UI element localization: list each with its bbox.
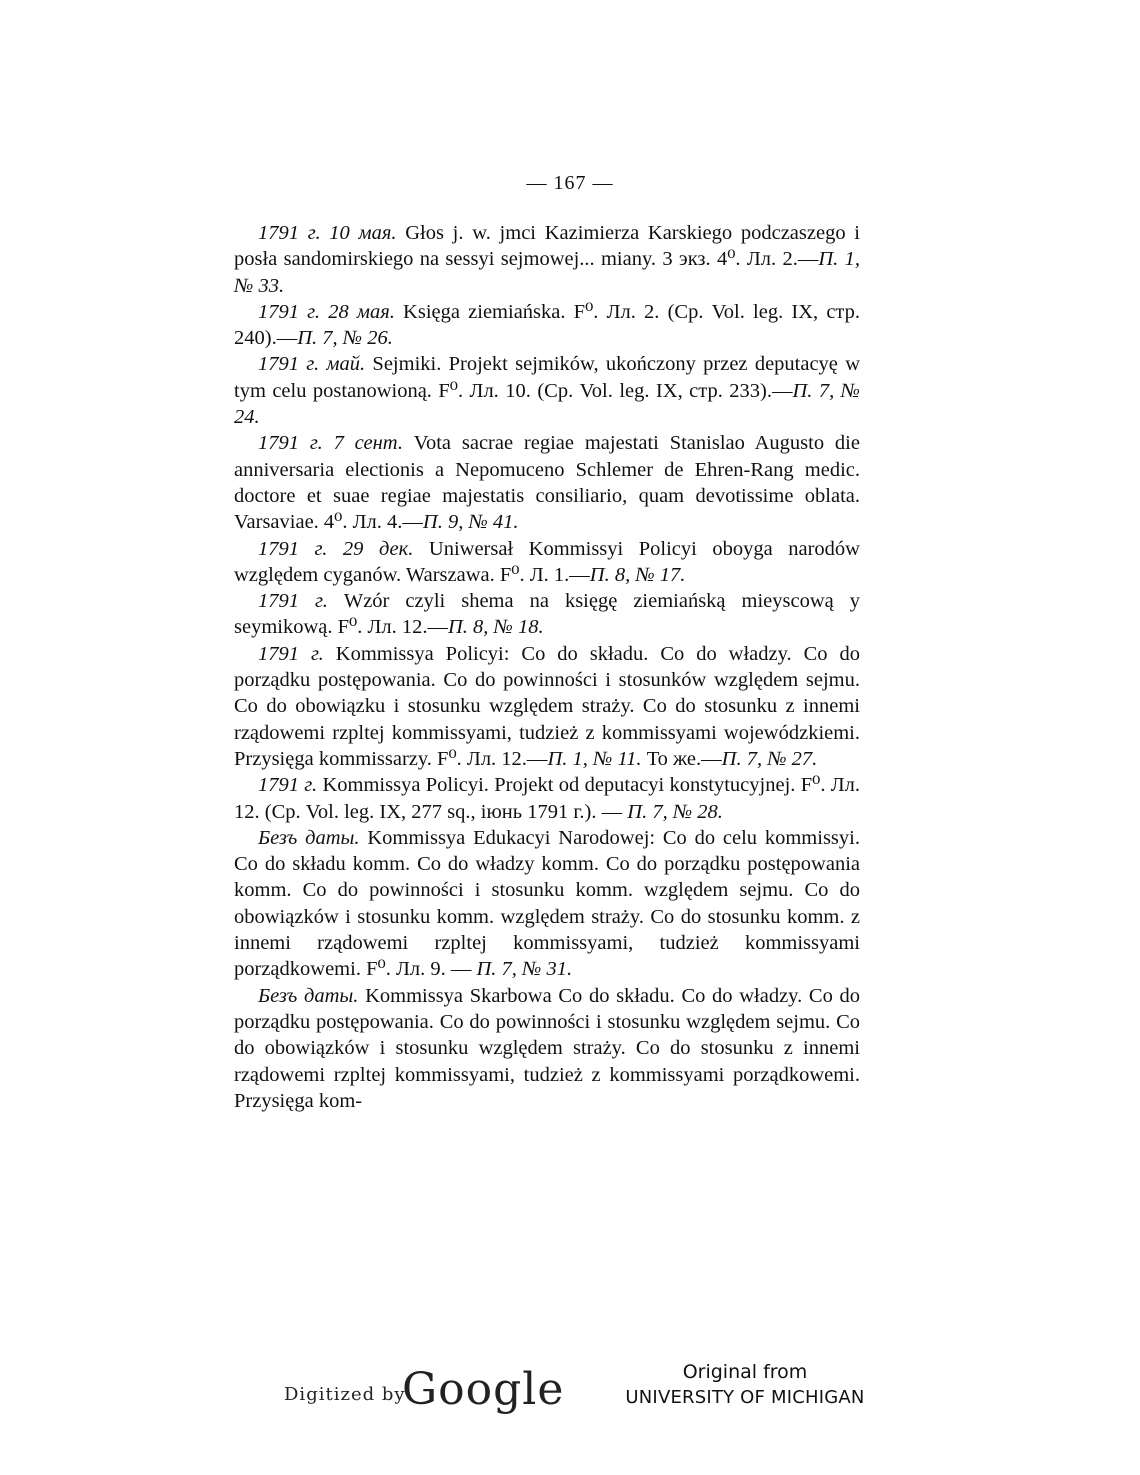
university-label: UNIVERSITY OF MICHIGAN: [625, 1387, 865, 1408]
entry-body: Uniwersał Kommissyi Policyi oboyga narodów względem cyganów. Warszawa. F⁰. Л. 1.—: [234, 537, 860, 586]
entry-date: 1791 г.: [258, 642, 324, 665]
entry-body: Głos j. w. jmci Kazimierza Karskiego podczaszego i posła sandomirskiego na sessyi sejmowej... miany. 3 экз. 4⁰. Лл. 2.—: [234, 222, 861, 271]
entry-body: Sejmiki. Projekt sejmików, ukończony przez deputacyę w tym celu postanowioną. F⁰. Лл. 10. (Ср. Vol. leg. IX, стр. 233).—: [234, 353, 860, 402]
entry-body: Kommissya Policyi. Projekt od deputacyi konstytucyjnej. F⁰. Лл. 12. (Ср. Vol. leg. IX, 277 sq., іюнь 1791 г.). —: [234, 774, 861, 823]
entry-5: [234, 536, 860, 589]
entry-4: [234, 430, 860, 535]
entry-date: 1791 г. 10 мая.: [258, 222, 397, 244]
google-logo: Google: [402, 1364, 565, 1415]
entry-body: Księga ziemiańska. F⁰. Лл. 2. (Ср. Vol. leg. IX, стр. 240).—: [234, 300, 860, 350]
entry-date: 1791 г. 29 дек.: [258, 537, 414, 560]
entry-ref: П. 7, № 28.: [627, 800, 723, 823]
entry-date: 1791 г. 28 мая.: [258, 300, 395, 323]
entry-3: [234, 351, 860, 430]
entry-2: [234, 299, 860, 352]
entry-body: Vota sacrae regiae majestati Stanislao Augusto die anniversaria electionis a Nepomuceno Schlemer de Ehren-Rang medic. doctore et suae regiae majestatis consiliario, quam devotissime oblata. Varsaviae. 4⁰. Лл. 4.—: [234, 432, 860, 534]
entry-7: [234, 641, 860, 772]
entry-ref: П. 8, № 18.: [448, 616, 544, 639]
entry-ref: П. 7, № 24.: [234, 379, 860, 429]
entry-date: 1791 г. май.: [258, 353, 366, 376]
entry-9: [234, 825, 860, 983]
entry-body: Kommissya Policyi: Co do składu. Co do władzy. Co do porządku postępowania. Co do powinności i stosunków względem sejmu. Co do obowiązku i stosunku względem straży. Co do stosunku z innemi rządowemi rzpltej kommissyami, tudzież z kommissyami wojewódzkiemi. Przysięga kommissarzy. F⁰. Лл. 12.—: [234, 642, 860, 770]
digitized-label: Digitized by: [284, 1384, 406, 1405]
bibliography-text: [234, 220, 860, 1114]
entry-date: 1791 г. 7 сент.: [258, 432, 403, 455]
entry-ref: П. 1, № 11.: [547, 747, 642, 770]
entry-body: Wzór czyli shema na księgę ziemiańską mieyscową y seymikową. F⁰. Лл. 12.—: [234, 590, 860, 639]
entry-8: [234, 772, 860, 825]
entry-ref: П. 8, № 17.: [589, 563, 686, 586]
entry-10: [234, 983, 860, 1114]
entry-date: Безъ даты.: [258, 826, 360, 849]
digitized-by-watermark: [284, 1355, 564, 1415]
original-from-label: Original from: [682, 1361, 808, 1383]
entry-6: [234, 588, 860, 641]
entry-1: [234, 220, 860, 299]
entry-ref: П. 7, № 31.: [476, 958, 573, 981]
entry-body-2: То же.—: [641, 747, 722, 770]
entry-body: Kommissya Edukacyi Narodowej: Co do celu kommissyi. Co do składu komm. Co do władzy komm. Co do porządku postępowania komm. Co do powinności i stosunku komm. względem sejmu. Co do obowiązków i stosunku komm. względem straży. Co do stosunku komm. z innemi rządowemi rzpltej kommissyami, tudzież kommissyami porządkowemi. F⁰. Лл. 9. —: [234, 826, 860, 981]
entry-body: Kommissya Skarbowa Co do składu. Co do władzy. Co do porządku postępowania. Co do powinności i stosunku względem sejmu. Co do obowiązków i stosunku względem straży. Co do stosunku z innemi rządowemi rzpltej kommissyami, tudzież z kommissyami porządkowemi. Przysięga kom-: [234, 984, 860, 1112]
entry-ref-2: П. 7, № 27.: [721, 747, 818, 770]
entry-date: 1791 г.: [258, 590, 328, 613]
entry-date: 1791 г.: [258, 774, 318, 797]
entry-ref: П. 9, № 41.: [422, 511, 519, 534]
original-from-watermark: [620, 1360, 870, 1410]
entry-ref: П. 7, № 26.: [297, 327, 393, 350]
page-number: — 167 —: [526, 172, 614, 194]
entry-ref: П. 1, № 33.: [234, 248, 860, 297]
entry-date: Безъ даты.: [258, 984, 359, 1007]
